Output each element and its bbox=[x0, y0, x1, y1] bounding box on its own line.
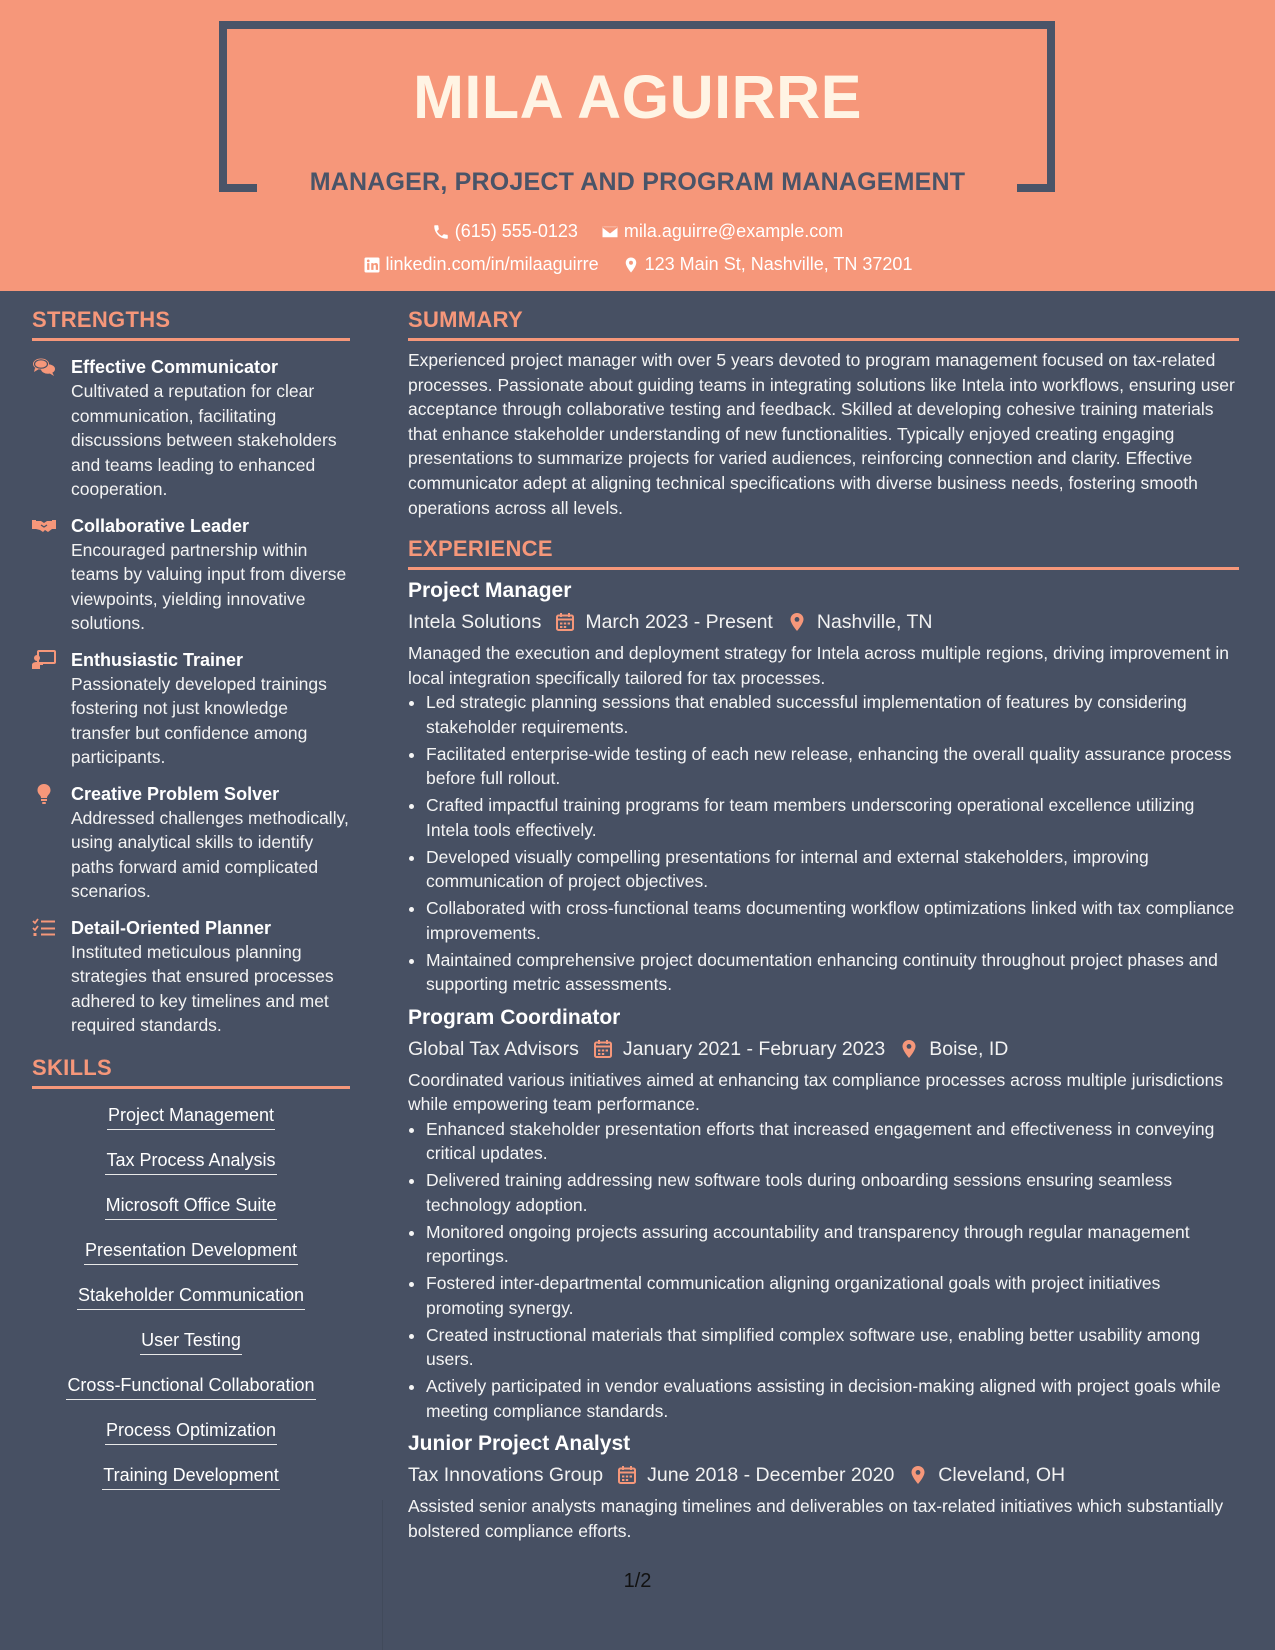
job-title: Program Coordinator bbox=[408, 1005, 621, 1029]
summary-heading: SUMMARY bbox=[408, 307, 1239, 341]
job-company: Intela Solutions bbox=[408, 611, 542, 634]
job-dates: June 2018 - December 2020 bbox=[647, 1464, 895, 1487]
skill-item: Cross-Functional Collaboration bbox=[66, 1367, 315, 1400]
candidate-title: MANAGER, PROJECT AND PROGRAM MANAGEMENT bbox=[309, 168, 966, 196]
job-title: Project Manager bbox=[408, 579, 572, 603]
experience-entry bbox=[408, 1003, 1239, 1424]
job-bullet: • Delivered training addressing new software tools during onboarding sessions ensuring seamless technology adoption. bbox=[426, 1168, 1239, 1217]
strength-item bbox=[32, 648, 350, 770]
job-title: Junior Project Analyst bbox=[408, 1432, 631, 1456]
experience-heading: EXPERIENCE bbox=[408, 536, 1239, 570]
strength-title: Detail-Oriented Planner bbox=[71, 917, 272, 938]
strength-description: Cultivated a reputation for clear communication, facilitating discussions between stakeholders and teams leading to enhanced cooperation. bbox=[71, 381, 337, 499]
linkedin-icon bbox=[363, 256, 381, 274]
skills-heading: SKILLS bbox=[32, 1055, 350, 1089]
job-bullet: • Facilitated enterprise-wide testing of each new release, enhancing the overall quality assurance process before full rollout. bbox=[426, 742, 1239, 791]
strength-description: Addressed challenges methodically, using analytical skills to identify paths forward amid complicated scenarios. bbox=[71, 807, 349, 901]
contact-row-secondary bbox=[0, 254, 1275, 279]
skill-item: Training Development bbox=[102, 1457, 279, 1490]
skill-item: Microsoft Office Suite bbox=[105, 1187, 278, 1220]
strength-item bbox=[32, 514, 350, 636]
skills-list bbox=[32, 1097, 350, 1502]
job-bullets bbox=[426, 1117, 1239, 1424]
page-number: 1/2 bbox=[623, 1570, 652, 1592]
chat-bubbles-icon bbox=[32, 357, 56, 377]
left-column bbox=[32, 291, 350, 1502]
job-bullet: • Created instructional materials that simplified complex software use, enabling better usability among users. bbox=[426, 1323, 1239, 1372]
job-bullet: • Led strategic planning sessions that enabled successful implementation of features by considering stakeholder requirements. bbox=[426, 690, 1239, 739]
contact-address bbox=[622, 254, 913, 275]
map-pin-icon bbox=[622, 256, 640, 274]
strength-description: Encouraged partnership within teams by valuing input from diverse viewpoints, yielding innovative solutions. bbox=[71, 539, 347, 633]
contact-phone-text: (615) 555-0123 bbox=[454, 221, 578, 241]
job-description: Managed the execution and deployment strategy for Intela across multiple regions, driving improvement in local integration specifically tailored for tax processes. bbox=[408, 643, 1229, 688]
job-dates: March 2023 - Present bbox=[585, 611, 773, 634]
job-bullet: • Crafted impactful training programs for team members underscoring operational excellence utilizing Intela tools effectively. bbox=[426, 793, 1239, 842]
lightbulb-icon bbox=[32, 784, 56, 804]
job-description: Coordinated various initiatives aimed at enhancing tax compliance processes across multiple jurisdictions while empowering team performance. bbox=[408, 1069, 1224, 1115]
skill-item: Presentation Development bbox=[84, 1232, 298, 1265]
contact-row-primary bbox=[0, 221, 1275, 246]
job-meta bbox=[408, 606, 1239, 638]
job-location: Boise, ID bbox=[929, 1037, 1009, 1060]
contact-linkedin-text: linkedin.com/in/milaaguirre bbox=[385, 254, 599, 274]
skill-item: Stakeholder Communication bbox=[77, 1277, 305, 1310]
strength-item bbox=[32, 916, 350, 1038]
right-column bbox=[408, 291, 1239, 1543]
job-location: Nashville, TN bbox=[816, 611, 933, 634]
checklist-icon bbox=[32, 918, 56, 938]
job-meta bbox=[408, 1033, 1239, 1065]
map-pin-icon bbox=[899, 1039, 919, 1059]
strength-description: Passionately developed trainings fostering not just knowledge transfer but confidence among participants. bbox=[71, 673, 327, 767]
job-bullet: • Maintained comprehensive project documentation enhancing continuity throughout project phases and supporting metric assessments. bbox=[426, 948, 1239, 997]
map-pin-icon bbox=[908, 1465, 928, 1485]
strength-title: Effective Communicator bbox=[71, 357, 279, 377]
phone-icon bbox=[432, 223, 450, 241]
presenter-icon bbox=[32, 650, 56, 670]
strength-title: Creative Problem Solver bbox=[71, 783, 280, 804]
skill-item: User Testing bbox=[140, 1322, 242, 1355]
contact-email-text: mila.aguirre@example.com bbox=[623, 221, 844, 241]
job-bullet: • Collaborated with cross-functional teams documenting workflow optimizations linked with tax compliance improvements. bbox=[426, 896, 1239, 945]
job-bullet: • Enhanced stakeholder presentation efforts that increased engagement and effectiveness in conveying critical updates. bbox=[426, 1117, 1239, 1166]
strength-title: Enthusiastic Trainer bbox=[71, 649, 244, 670]
strengths-heading: STRENGTHS bbox=[32, 307, 350, 341]
candidate-name: MILA AGUIRRE bbox=[413, 63, 862, 131]
job-bullet: • Developed visually compelling presentations for internal and external stakeholders, improving communication of project objectives. bbox=[426, 845, 1239, 894]
strength-description: Instituted meticulous planning strategies that ensured processes adhered to key timelines and met required standards. bbox=[71, 941, 334, 1035]
envelope-icon bbox=[601, 223, 619, 241]
job-bullet: • Actively participated in vendor evaluations assisting in decision-making aligned with project goals while meeting compliance standards. bbox=[426, 1374, 1239, 1423]
summary-text: Experienced project manager with over 5 years devoted to program management focused on tax-related processes. Passionate about guiding teams in integrating solutions like Intela into workflows, ensuring user acceptance through collaborative testing and feedback. Skilled at developing cohesive training materials that enhance stakeholder understanding of new functionalities. Typically enjoyed creating engaging presentations to summarize projects for varied audiences, reinforcing connection and clarity. Effective communicator adept at aligning technical specifications with diverse business needs, fostering smooth operations across all levels. bbox=[408, 350, 1235, 518]
calendar-icon bbox=[593, 1039, 613, 1059]
experience-entry bbox=[408, 576, 1239, 997]
handshake-icon bbox=[32, 516, 56, 536]
job-bullets bbox=[426, 690, 1239, 997]
contact-phone[interactable] bbox=[432, 221, 578, 242]
experience-entry bbox=[408, 1429, 1239, 1543]
job-bullet: • Monitored ongoing projects assuring accountability and transparency through regular management reportings. bbox=[426, 1220, 1239, 1269]
job-description: Assisted senior analysts managing timelines and deliverables on tax-related initiatives which substantially bolstered compliance efforts. bbox=[408, 1496, 1224, 1541]
strength-item bbox=[32, 355, 350, 502]
job-location: Cleveland, OH bbox=[938, 1464, 1066, 1487]
skill-item: Project Management bbox=[107, 1097, 275, 1130]
calendar-icon bbox=[555, 612, 575, 632]
contact-email[interactable] bbox=[601, 221, 843, 242]
strength-title: Collaborative Leader bbox=[71, 515, 250, 536]
calendar-icon bbox=[617, 1465, 637, 1485]
job-dates: January 2021 - February 2023 bbox=[622, 1037, 886, 1060]
skill-item: Process Optimization bbox=[105, 1412, 277, 1445]
strength-item bbox=[32, 782, 350, 904]
contact-linkedin[interactable] bbox=[363, 254, 599, 275]
contact-address-text: 123 Main St, Nashville, TN 37201 bbox=[644, 254, 913, 274]
map-pin-icon bbox=[787, 612, 807, 632]
job-company: Global Tax Advisors bbox=[408, 1037, 579, 1060]
skill-item: Tax Process Analysis bbox=[105, 1142, 276, 1175]
job-bullet: • Fostered inter-departmental communication aligning organizational goals with project initiatives promoting synergy. bbox=[426, 1271, 1239, 1320]
header-banner bbox=[0, 0, 1275, 291]
job-company: Tax Innovations Group bbox=[408, 1464, 604, 1487]
job-meta bbox=[408, 1459, 1239, 1491]
